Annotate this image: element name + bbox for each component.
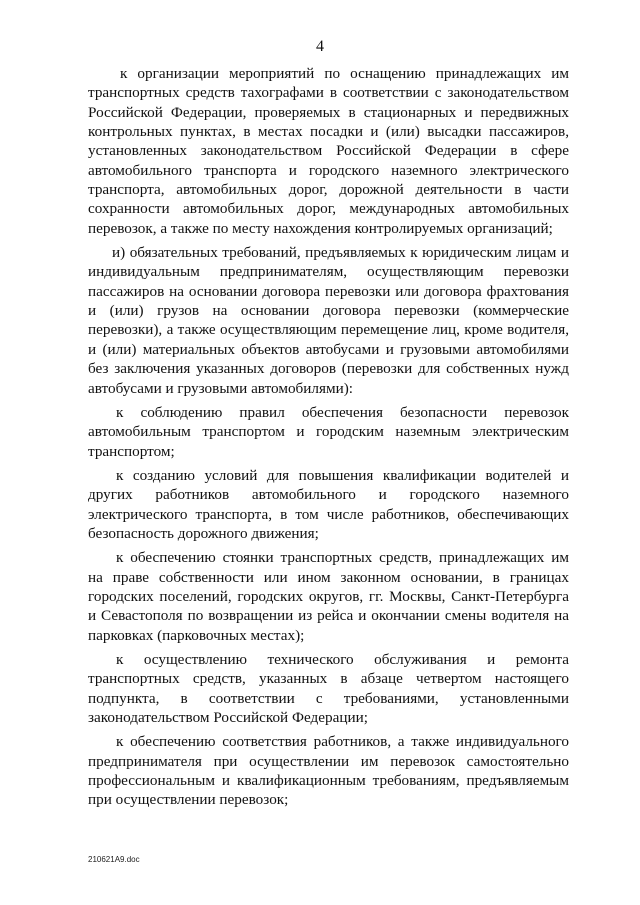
paragraph-professional-requirements: к обеспечению соответствия работников, а также индивидуального предпринимателя при осуществлении им перевозок самостоятельно профессиональным и квалификационным требованиям, предъявляемым при осуществлении перевозок; — [88, 733, 569, 809]
body-text — [88, 64, 569, 810]
paragraph-parking: к обеспечению стоянки транспортных средств, принадлежащих им на праве собственности или ином законном основании, в границах городских поселений, городских округов, гг. Москвы, Санкт-Петербурга и Севастополя по возвращении из рейса и окончании смены водителя на парковках (парковочных местах); — [88, 549, 569, 644]
page-number: 4 — [316, 38, 324, 55]
paragraph-safety-rules: к соблюдению правил обеспечения безопасности перевозок автомобильным транспортом и городским наземным электрическим транспортом; — [88, 403, 569, 460]
paragraph-subpoint-i: и) обязательных требований, предъявляемых к юридическим лицам и индивидуальным предпринимателям, осуществляющим перевозки пассажиров на основании договора перевозки или договора фрахтования и (или) грузов на основании договора перевозки (коммерческие перевозки), а также осуществляющим перемещение лиц, кроме водителя, и (или) материальных объектов автобусами и грузовыми автомобилями без заключения указанных договоров (перевозки для собственных нужд автобусами и грузовыми автомобилями): — [88, 244, 569, 397]
paragraph-equipment-tachographs: к организации мероприятий по оснащению принадлежащих им транспортных средств тахографами в соответствии с законодательством Российской Федерации, проверяемых в стационарных и передвижных контрольных пунктах, в местах посадки и (или) высадки пассажиров, установленных законодательством Российской Федерации в сфере автомобильного транспорта и городского наземного электрического транспорта, автомобильных дорог, дорожной деятельности в части сохранности автомобильных дорог, международных автомобильных перевозок, а также по месту нахождения контролируемых организаций; — [88, 65, 569, 237]
paragraph-maintenance: к осуществлению технического обслуживания и ремонта транспортных средств, указанных в абзаце четвертом настоящего подпункта, в соответствии с требованиями, установленными законодательством Российской Федерации; — [88, 650, 569, 726]
footer-file-code: 210621A9.doc — [88, 855, 140, 864]
paragraph-qualification: к созданию условий для повышения квалификации водителей и других работников автомобильного и городского наземного электрического транспорта, в том числе работников, обеспечивающих безопасность дорожного движения; — [88, 466, 569, 542]
